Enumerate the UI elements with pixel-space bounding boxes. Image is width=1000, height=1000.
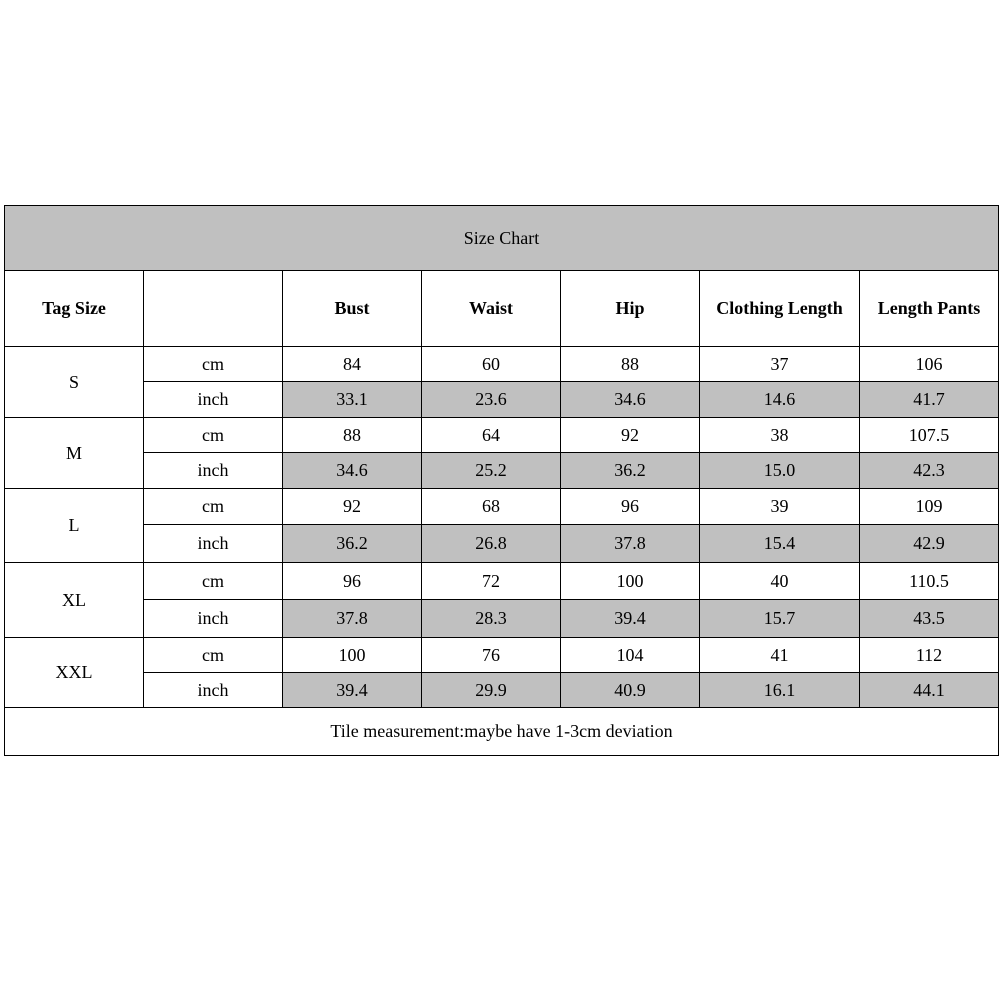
unit-cell: cm — [144, 347, 283, 382]
tag-size-cell: S — [5, 347, 144, 418]
value-cell-length-pants: 44.1 — [860, 673, 999, 708]
value-cell-bust: 92 — [283, 489, 422, 525]
header-waist: Waist — [422, 271, 561, 347]
header-unit — [144, 271, 283, 347]
tag-size-cell: XXL — [5, 638, 144, 708]
value-cell-clothing-length: 37 — [700, 347, 860, 382]
chart-title: Size Chart — [5, 206, 999, 271]
tag-size-cell: M — [5, 418, 144, 489]
value-cell-length-pants: 112 — [860, 638, 999, 673]
value-cell-bust: 37.8 — [283, 600, 422, 638]
header-bust: Bust — [283, 271, 422, 347]
value-cell-waist: 23.6 — [422, 382, 561, 418]
size-chart-table — [4, 205, 999, 756]
size-row-inch — [5, 673, 999, 708]
value-cell-length-pants: 107.5 — [860, 418, 999, 453]
value-cell-hip: 92 — [561, 418, 700, 453]
value-cell-clothing-length: 15.4 — [700, 525, 860, 563]
value-cell-clothing-length: 16.1 — [700, 673, 860, 708]
tag-size-cell: XL — [5, 563, 144, 638]
header-clothing-length: Clothing Length — [700, 271, 860, 347]
value-cell-hip: 40.9 — [561, 673, 700, 708]
unit-cell: inch — [144, 600, 283, 638]
value-cell-length-pants: 42.3 — [860, 453, 999, 489]
size-row-inch — [5, 453, 999, 489]
value-cell-clothing-length: 41 — [700, 638, 860, 673]
value-cell-waist: 28.3 — [422, 600, 561, 638]
value-cell-waist: 72 — [422, 563, 561, 600]
value-cell-clothing-length: 40 — [700, 563, 860, 600]
value-cell-clothing-length: 15.7 — [700, 600, 860, 638]
value-cell-hip: 39.4 — [561, 600, 700, 638]
value-cell-bust: 39.4 — [283, 673, 422, 708]
value-cell-waist: 64 — [422, 418, 561, 453]
value-cell-bust: 33.1 — [283, 382, 422, 418]
value-cell-hip: 88 — [561, 347, 700, 382]
value-cell-clothing-length: 38 — [700, 418, 860, 453]
value-cell-hip: 36.2 — [561, 453, 700, 489]
unit-cell: inch — [144, 382, 283, 418]
unit-cell: cm — [144, 418, 283, 453]
value-cell-waist: 29.9 — [422, 673, 561, 708]
size-row-cm — [5, 347, 999, 382]
value-cell-bust: 100 — [283, 638, 422, 673]
size-row-cm — [5, 563, 999, 600]
header-row — [5, 271, 999, 347]
unit-cell: inch — [144, 453, 283, 489]
value-cell-length-pants: 43.5 — [860, 600, 999, 638]
unit-cell: cm — [144, 563, 283, 600]
value-cell-bust: 34.6 — [283, 453, 422, 489]
value-cell-waist: 68 — [422, 489, 561, 525]
size-row-cm — [5, 418, 999, 453]
size-row-inch — [5, 382, 999, 418]
value-cell-length-pants: 106 — [860, 347, 999, 382]
unit-cell: cm — [144, 489, 283, 525]
unit-cell: inch — [144, 673, 283, 708]
value-cell-bust: 88 — [283, 418, 422, 453]
value-cell-length-pants: 41.7 — [860, 382, 999, 418]
value-cell-hip: 104 — [561, 638, 700, 673]
note-row — [5, 708, 999, 756]
value-cell-bust: 96 — [283, 563, 422, 600]
unit-cell: inch — [144, 525, 283, 563]
value-cell-hip: 34.6 — [561, 382, 700, 418]
header-length-pants: Length Pants — [860, 271, 999, 347]
value-cell-hip: 37.8 — [561, 525, 700, 563]
value-cell-bust: 84 — [283, 347, 422, 382]
size-row-inch — [5, 525, 999, 563]
value-cell-hip: 100 — [561, 563, 700, 600]
header-hip: Hip — [561, 271, 700, 347]
value-cell-waist: 60 — [422, 347, 561, 382]
value-cell-clothing-length: 14.6 — [700, 382, 860, 418]
header-tag-size: Tag Size — [5, 271, 144, 347]
value-cell-length-pants: 109 — [860, 489, 999, 525]
size-row-cm — [5, 638, 999, 673]
value-cell-waist: 76 — [422, 638, 561, 673]
value-cell-waist: 25.2 — [422, 453, 561, 489]
title-row — [5, 206, 999, 271]
value-cell-waist: 26.8 — [422, 525, 561, 563]
value-cell-bust: 36.2 — [283, 525, 422, 563]
size-row-inch — [5, 600, 999, 638]
value-cell-length-pants: 42.9 — [860, 525, 999, 563]
tag-size-cell: L — [5, 489, 144, 563]
value-cell-clothing-length: 15.0 — [700, 453, 860, 489]
value-cell-length-pants: 110.5 — [860, 563, 999, 600]
value-cell-hip: 96 — [561, 489, 700, 525]
size-row-cm — [5, 489, 999, 525]
measurement-note: Tile measurement:maybe have 1-3cm deviation — [5, 708, 999, 756]
unit-cell: cm — [144, 638, 283, 673]
value-cell-clothing-length: 39 — [700, 489, 860, 525]
